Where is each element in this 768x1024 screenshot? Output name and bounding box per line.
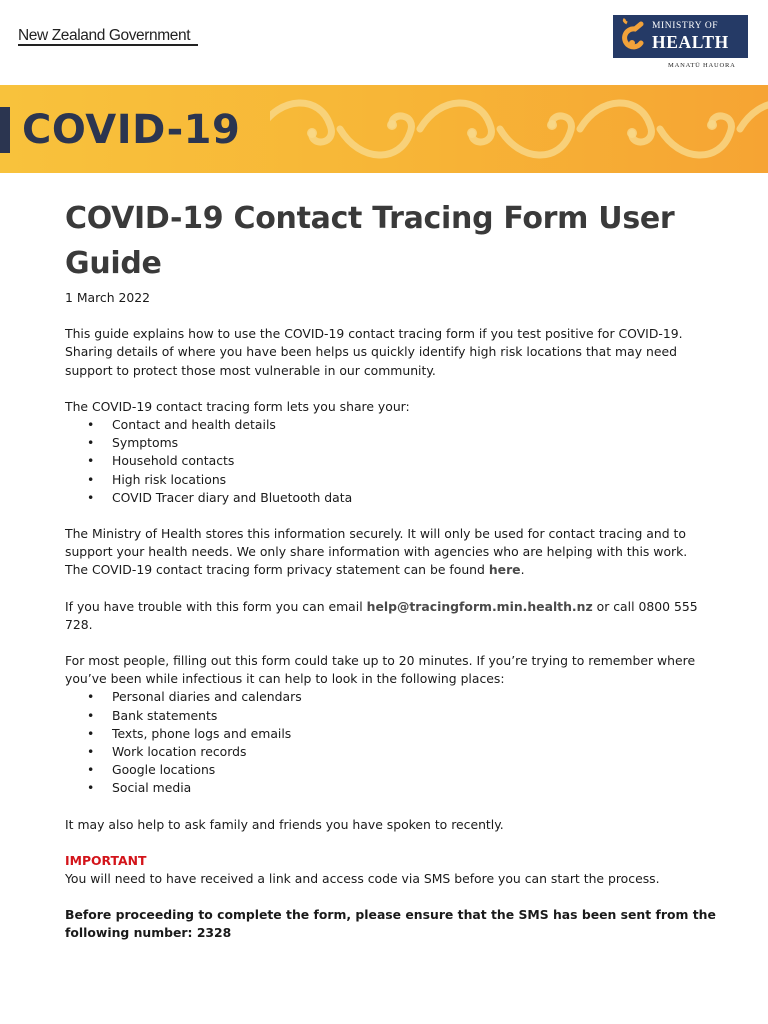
moh-line1: MINISTRY OF: [652, 21, 719, 31]
privacy-statement-text: The COVID-19 contact tracing form privacy statement can be found: [65, 562, 485, 578]
list-item: • Contact and health details: [65, 416, 725, 434]
moh-line2: HEALTH: [652, 31, 729, 52]
trouble-text: If you have trouble with this form you can email: [65, 598, 363, 614]
document-body: [65, 196, 725, 943]
phone-number[interactable]: 555 728: [65, 598, 698, 632]
covid-banner: [0, 85, 768, 173]
list-item: • Texts, phone logs and emails: [65, 725, 725, 743]
koru-icon: [617, 15, 649, 58]
list-item: • Google locations: [65, 761, 725, 779]
list-item: • COVID Tracer diary and Bluetooth data: [65, 489, 725, 507]
list-item: • Symptoms: [65, 434, 725, 452]
gov-logo-underline: [18, 44, 198, 46]
list-item: • Household contacts: [65, 452, 725, 470]
trouble-line: [65, 598, 725, 634]
list-item: • Social media: [65, 779, 725, 797]
document-date: 1 March 2022: [65, 290, 151, 305]
family-paragraph: It may also help to ask family and friends you have spoken to recently.: [65, 816, 504, 832]
privacy-paragraph: The Ministry of Health stores this information securely. It will only be used for contact tracing and to support your health needs. We only share information with agencies who are helping with this work.: [65, 526, 688, 560]
places-list: [65, 688, 725, 797]
phone-period: .: [88, 616, 93, 632]
list-item: • High risk locations: [65, 471, 725, 489]
document-title: COVID-19 Contact Tracing Form User Guide: [65, 201, 675, 281]
privacy-statement-line: [65, 561, 725, 579]
intro-paragraph: This guide explains how to use the COVID-19 contact tracing form if you test positive for COVID-19. Sharing details of where you have been helps us quickly identify high risk locations that may need support to protect those most vulnerable in our community.: [65, 326, 683, 378]
share-list: [65, 416, 725, 507]
important-label: IMPORTANT: [65, 852, 147, 868]
privacy-statement-link[interactable]: here: [488, 562, 521, 578]
duration-paragraph: For most people, filling out this form could take up to 20 minutes. If you’re trying to remember where you’ve been while infectious it can help to look in the following places:: [65, 653, 696, 687]
kowhaiwhai-pattern-icon: [270, 85, 768, 173]
ministry-of-health-logo: [613, 15, 748, 58]
list-item: • Work location records: [65, 743, 725, 761]
call-text: or call 0800: [596, 598, 671, 614]
moh-subtitle: MANATŪ HAUORA: [668, 62, 736, 69]
privacy-period: .: [520, 562, 525, 578]
banner-stripe: [0, 107, 10, 153]
support-email-link[interactable]: help@tracingform.min.health.nz: [366, 598, 593, 614]
nz-government-logo: New Zealand Government: [18, 27, 191, 44]
sms-notice: Before proceeding to complete the form, please ensure that the SMS has been sent from the following number: 2328: [65, 907, 716, 941]
banner-title: COVID-19: [22, 107, 241, 153]
important-paragraph: You will need to have received a link and access code via SMS before you can start the process.: [65, 871, 660, 887]
list-item: • Bank statements: [65, 707, 725, 725]
list-item: • Personal diaries and calendars: [65, 688, 725, 706]
share-intro: The COVID-19 contact tracing form lets you share your:: [65, 398, 410, 414]
